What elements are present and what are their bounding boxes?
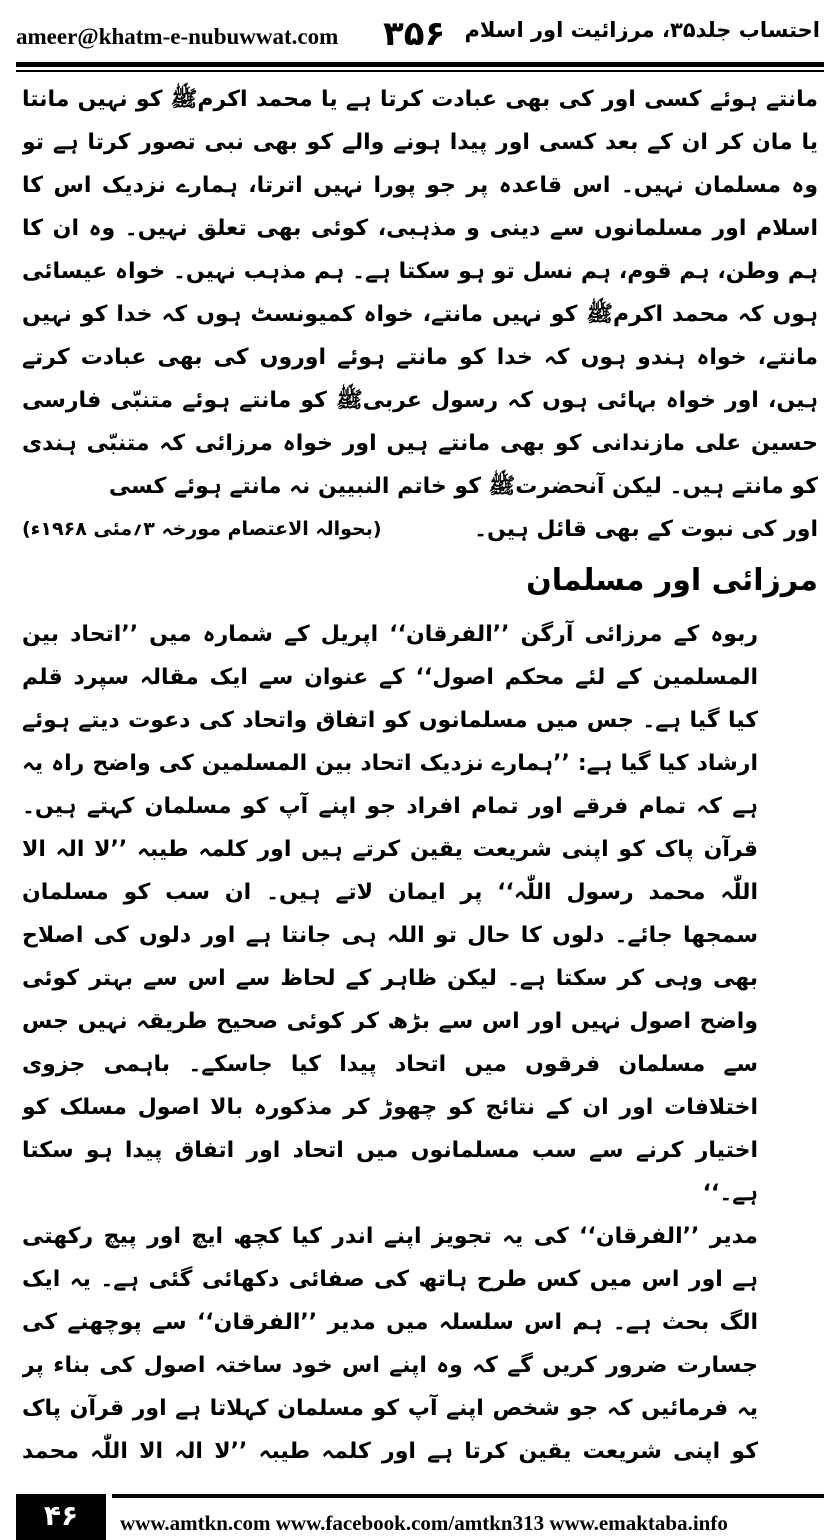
- paragraph-1: مانتے ہوئے کسی اور کی بھی عبادت کرتا ہے یا محمد اکرمﷺ کو نہیں مانتا یا مان کر ان کے بعد کسی اور پیدا ہونے والے کو بھی نبی تصور کرتا ہے تو وہ مسلمان نہیں۔ اس قاعدہ پر جو پورا نہیں اترتا، ہمارے نزدیک اس کا اسلام اور مسلمانوں سے دینی و مذہبی، کوئی بھی تعلق نہیں۔ وہ ان کا ہم وطن، ہم قوم، ہم نسل تو ہو سکتا ہے۔ ہم مذہب نہیں۔ خواہ عیسائی ہوں کہ محمد اکرمﷺ کو نہیں مانتے، خواہ کمیونسٹ ہوں کہ خدا کو نہیں مانتے، خواہ ہندو ہوں کہ خدا کو مانتے ہوئے اوروں کی بھی عبادت کرتے ہیں، اور خواہ بہائی ہوں کہ رسول عربیﷺ کو مانتے ہوئے متنبّی فارسی حسین علی مازندانی کو بھی مانتے ہیں اور خواہ مرزائی کہ متنبّی ہندی کو مانتے ہیں۔ لیکن آنحضرتﷺ کو خاتم النبیین نہ مانتے ہوئے کسی: [22, 87, 818, 499]
- footer-links[interactable]: www.amtkn.com www.facebook.com/amtkn313 www.emaktaba.info: [120, 1511, 728, 1535]
- header-page-number: ۳۵۶: [383, 14, 446, 54]
- page-header: [0, 0, 840, 70]
- section-title: مرزائی اور مسلمان: [526, 563, 818, 598]
- footer-rule: [112, 1494, 824, 1498]
- header-title: احتساب جلد۳۵، مرزائیت اور اسلام: [464, 18, 820, 42]
- paragraph-3: مدیر ’’الفرقان‘‘ کی یہ تجویز اپنے اندر کیا کچھ ایچ اور پیچ رکھتی ہے اور اس میں کس طرح ہاتھ کی صفائی دکھائی گئی ہے۔ یہ ایک الگ بحث ہے۔ ہم اس سلسلہ میں مدیر ’’الفرقان‘‘ سے پوچھنے کی جسارت ضرور کریں گے کہ وہ اپنے اس خود ساختہ اصول کی بناء پر یہ فرمائیں کہ جو شخص اپنے آپ کو مسلمان کہلاتا ہے اور قرآن پاک کو اپنی شریعت یقین کرتا ہے اور کلمہ طیبہ ’’لا الہ الا اللّٰہ محمد: [22, 1224, 758, 1464]
- paragraph-2: ربوہ کے مرزائی آرگن ’’الفرقان‘‘ اپریل کے شمارہ میں ’’اتحاد بین المسلمین کے لئے محکم اصول‘‘ کے عنوان سے ایک مقالہ سپرد قلم کیا گیا ہے۔ جس میں مسلمانوں کو اتفاق واتحاد کی دعوت دیتے ہوئے ارشاد کیا گیا ہے: ’’ہمارے نزدیک اتحاد بین المسلمین کی واضح راہ یہ ہے کہ تمام فرقے اور تمام افراد جو اپنے آپ کو مسلمان کہتے ہیں۔ قرآن پاک کو اپنی شریعت یقین کرتے ہیں اور کلمہ طیبہ ’’لا الہ الا اللّٰہ محمد رسول اللّٰہ‘‘ پر ایمان لاتے ہیں۔ ان سب کو مسلمان سمجھا جائے۔ دلوں کا حال تو اللہ ہی جانتا ہے اور دلوں کی اصلاح بھی وہی کر سکتا ہے۔ لیکن ظاہر کے لحاظ سے اس سے بہتر کوئی واضح اصول نہیں اور اس سے بڑھ کر کوئی صحیح طریقہ نہیں جس سے مسلمان فرقوں میں اتحاد پیدا کیا جاسکے۔ باہمی جزوی اختلافات اور ان کے نتائج کو چھوڑ کر مذکورہ بالا اصول مسلک کو اختیار کرنے سے سب مسلمانوں میں اتحاد اور اتفاق پیدا ہو سکتا ہے۔‘‘: [22, 622, 758, 1206]
- paragraph-1-last-line: اور کی نبوت کے بھی قائل ہیں۔: [474, 517, 818, 542]
- page-footer: [16, 1488, 824, 1540]
- footer-page-number: ۴۶: [16, 1494, 106, 1540]
- page-content: [22, 78, 818, 1464]
- header-rule-thin: [16, 70, 824, 72]
- header-email: ameer@khatm-e-nubuwwat.com: [16, 24, 339, 49]
- reference-line: [22, 508, 818, 551]
- reference-citation: (بحوالہ الاعتصام مورخہ ۳؍مئی ۱۹۶۸ء): [22, 518, 382, 540]
- header-rule-thick: [16, 62, 824, 67]
